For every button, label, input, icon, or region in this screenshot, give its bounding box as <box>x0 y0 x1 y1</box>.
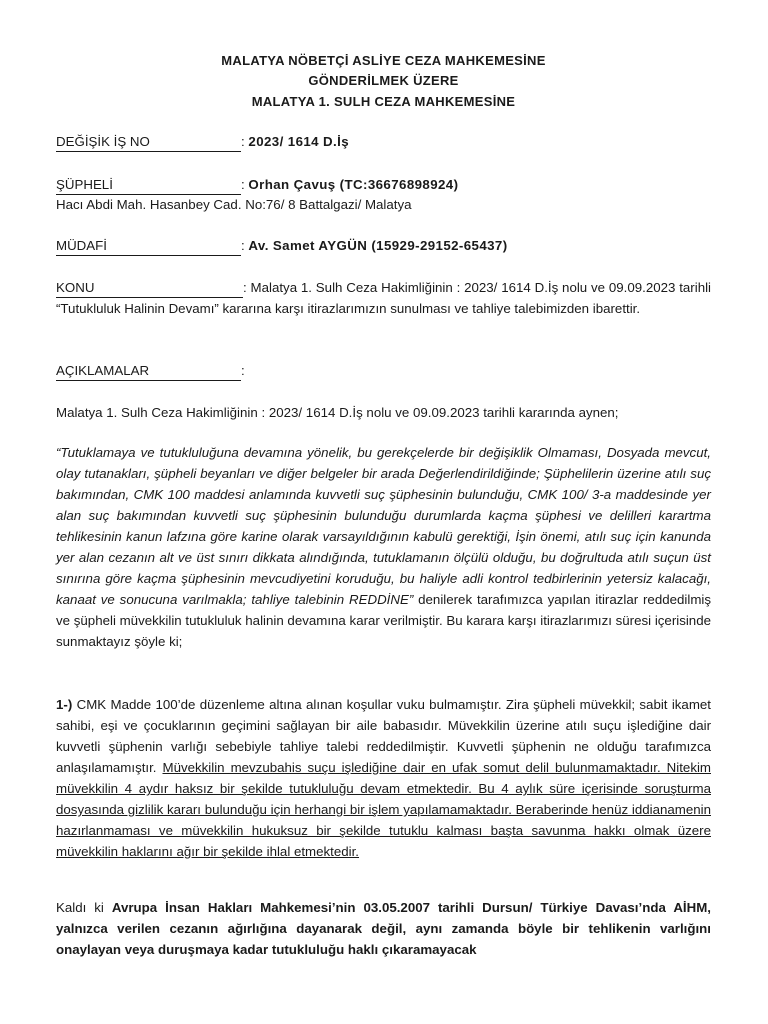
paragraph-1-underlined-text: Müvekkilin mevzubahis suçu işlediğine dair en ufak somut delil bulunmamaktadır. Nitekim müvekkilin 4 aydır haksız bir şekilde tutukluluğu devam etmektedir. Bu 4 aylık süre içerisinde soruşturma dosyasında gizlilik kararı bulunduğu için herhangi bir işlem yapılamamaktadır. Beraberinde henüz iddianamenin hazırlanmaması ve müvekkilin hukuksuz bir şekilde tutuklu kalması başta savunma hakkı olmak üzere müvekkilin haklarını ağır bir şekilde ihlal etmektedir. <box>56 760 711 859</box>
field-value: Orhan Çavuş (TC:36676898924) <box>248 177 459 192</box>
field-colon: : <box>243 280 247 295</box>
field-value: Av. Samet AYGÜN (15929-29152-65437) <box>248 238 508 253</box>
paragraph-2 <box>56 897 711 960</box>
quoted-decision-paragraph <box>56 442 711 652</box>
paragraph-1 <box>56 694 711 862</box>
field-konu <box>56 277 711 319</box>
field-label: MÜDAFİ <box>56 237 241 256</box>
field-colon: : <box>241 238 245 253</box>
paragraph-1-text: CMK Madde 100’de düzenleme altına alınan koşullar vuku bulmamıştır. Zira şüpheli müvekkil; sabit ikamet sahibi, eşi ve çocuklarının geçimini sağlayan bir aile babasıdır. Müvekkilin üzerine atılı suçu işlediğine dair kuvvetli şüphenin varlığı sebebiyle tahliye talebi reddedilmiştir. Kuvvetli şüphenin ne olduğu tarafımızca anlaşılamamıştır. <box>56 697 711 775</box>
court-heading-line1: MALATYA NÖBETÇİ ASLİYE CEZA MAHKEMESİNE <box>221 53 546 68</box>
field-colon: : <box>241 177 245 192</box>
intro-paragraph: Malatya 1. Sulh Ceza Hakimliğinin : 2023/ 1614 D.İş nolu ve 09.09.2023 tarihli kararında aynen; <box>56 405 619 420</box>
konu-text: Malatya 1. Sulh Ceza Hakimliğinin : 2023/ 1614 D.İş nolu ve 09.09.2023 tarihli “Tutukluluk Halinin Devamı” kararına karşı itirazlarımızın sunulması ve tahliye talebimizden ibarettir. <box>56 280 711 316</box>
supheli-address: Hacı Abdi Mah. Hasanbey Cad. No:76/ 8 Battalgazi/ Malatya <box>56 197 412 212</box>
field-supheli <box>56 175 711 195</box>
field-value: 2023/ 1614 D.İş <box>248 134 350 149</box>
field-degisik-is-no <box>56 132 711 152</box>
court-heading-line2: GÖNDERİLMEK ÜZERE <box>308 73 459 88</box>
paragraph-2-bold-text: Avrupa İnsan Hakları Mahkemesi’nin 03.05.2007 tarihli Dursun/ Türkiye Davası’nda AİHM, yalnızca verilen cezanın ağırlığına dayanarak değil, aynı zamanda böyle bir tehlikenin varlığını onaylayan veya duruşmaya kadar tutukluluğu haklı çıkaramayacak <box>56 900 711 957</box>
field-colon: : <box>241 363 245 378</box>
field-label: AÇIKLAMALAR <box>56 362 241 381</box>
field-label: DEĞİŞİK İŞ NO <box>56 133 241 152</box>
field-mudafi <box>56 236 711 256</box>
quoted-decision-text: “Tutuklamaya ve tutukluluğuna devamına yönelik, bu gerekçelerde bir değişiklik Olmaması, Dosyada mevcut, olay tutanakları, şüpheli beyanları ve diğer belgeler bir arada Değerlendirildiğinde; Şüphelilerin üzerine atılı suç bakımından, CMK 100 maddesi anlamında kuvvetli suç şüphesinin bulunduğu, CMK 100/ 3-a maddesinde yer alan suç bakımından kuvvetli suç şüphesinin bulunduğu durumlarda kaçma şüphesi ve delilleri karartma tehlikesinin kanun lafzına göre karine olarak varsayıldığının kabulü gerektiği, İşin önemi, atılı suç için kanunda yer alan cezanın alt ve üst sınırı dikkata alındığında, tutuklamanın ölçülü olduğu, bu doğrultuda atılı suçun üst sınırına göre kaçma şüphesinin mevcudiyetini koruduğu, bu haliyle adli kontrol tedbirlerinin yetersiz kalacağı, kanaat ve sonucuna varılmakla; tahliye talebinin REDDİNE” <box>56 445 711 607</box>
field-colon: : <box>241 134 245 149</box>
field-aciklamalar <box>56 361 711 381</box>
court-heading-line3: MALATYA 1. SULH CEZA MAHKEMESİNE <box>251 94 516 109</box>
field-label: ŞÜPHELİ <box>56 176 241 195</box>
quoted-decision-tail: denilerek tarafımızca yapılan itirazlar reddedilmiş ve şüpheli müvekkilin tutukluluk halinin devamına karar verilmiştir. Bu karara karşı itirazlarımızı süresi içerisinde sunmaktayız şöyle ki; <box>56 592 711 649</box>
paragraph-number: 1-) <box>56 697 73 712</box>
paragraph-2-lead: Kaldı ki <box>56 900 112 915</box>
field-label: KONU <box>56 279 243 298</box>
